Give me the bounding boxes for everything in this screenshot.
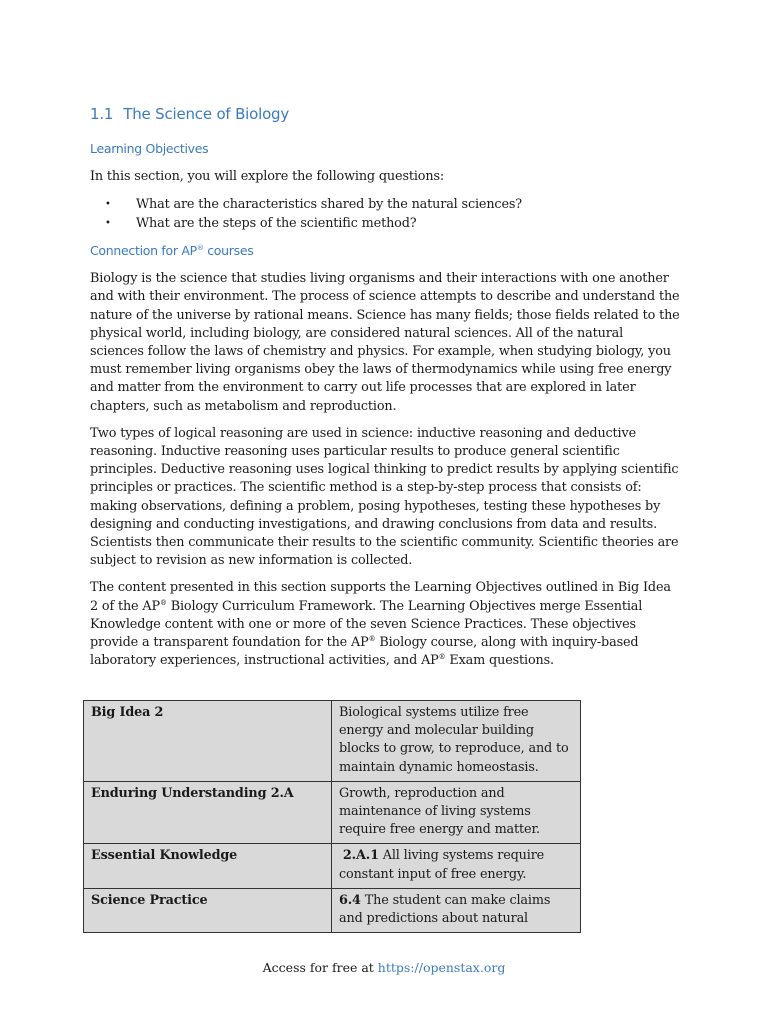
row-text: All living systems require constant input of free energy.: [339, 848, 545, 882]
ap-objectives-table: [83, 700, 581, 933]
section-title-text: The Science of Biology: [123, 105, 290, 123]
footer-text: Access for free at: [262, 960, 378, 975]
table-row: [84, 781, 581, 844]
page-footer: [0, 960, 768, 975]
row-content: [332, 888, 581, 932]
list-item: • What are the characteristics shared by the natural sciences?: [90, 195, 680, 214]
connection-heading-text: Connection for AP: [90, 243, 197, 259]
row-label: Big Idea 2: [84, 701, 332, 782]
row-code: 6.4: [339, 892, 361, 908]
registered-mark: ®: [159, 598, 167, 607]
row-label: Science Practice: [84, 888, 332, 932]
p3-part-a: The content presented in this section supports the Learning Objectives outlined in Big Idea 2 of the AP: [90, 580, 671, 614]
row-text: Biological systems utilize free energy and molecular building blocks to grow, to reproduce, and to maintain dynamic homeostasis.: [339, 705, 569, 775]
row-content: [332, 701, 581, 782]
objectives-list: [90, 195, 680, 233]
paragraph-ap-framework: [90, 579, 680, 670]
openstax-link[interactable]: https://openstax.org: [377, 960, 506, 975]
p3-part-b: Biology Curriculum Framework. The Learning Objectives merge Essential Knowledge content with one or more of the seven Science Practices. These objectives provide a transparent foundation for the AP: [90, 598, 643, 651]
connection-ap-heading: [90, 243, 680, 258]
section-title: [90, 105, 680, 123]
table-row: [84, 844, 581, 888]
row-code: 2.A.1: [342, 848, 379, 864]
registered-mark: ®: [368, 635, 376, 644]
row-text: Growth, reproduction and maintenance of living systems require free energy and matter.: [339, 785, 540, 838]
registered-mark: ®: [438, 653, 446, 662]
table-row: [84, 701, 581, 782]
section-number: 1.1: [90, 105, 114, 123]
registered-mark: ®: [196, 244, 204, 253]
paragraph-logical-reasoning: Two types of logical reasoning are used in science: inductive reasoning and deductive reasoning. Inductive reasoning uses particular results to produce general scientific principles. Deductive reasoning uses logical thinking to predict results by applying scientific principles or practices. The scientific method is a step-by-step process that consists of: making observations, defining a problem, posing hypotheses, testing these hypotheses by designing and conducting investigations, and drawing conclusions from data and results. Scientists then communicate their results to the scientific community. Scientific theories are subject to revision as new information is collected.: [90, 425, 679, 569]
p3-part-d: Exam questions.: [445, 653, 554, 669]
paragraph-biology-definition: Biology is the science that studies living organisms and their interactions with one another and with their environment. The process of science attempts to describe and understand the nature of the universe by rational means. Science has many fields; those fields related to the physical world, including biology, are considered natural sciences. All of the natural sciences follow the laws of chemistry and physics. For example, when studying biology, you must remember living organisms obey the laws of thermodynamics while using free energy and matter from the environment to carry out life processes that are explored in later chapters, such as metabolism and reproduction.: [90, 271, 680, 414]
p3-part-c: Biology course, along with inquiry-based laboratory experiences, instructional activities, and AP: [90, 635, 639, 669]
row-label: Enduring Understanding 2.A: [84, 781, 332, 844]
main-content: [90, 105, 680, 679]
row-content: [332, 844, 581, 888]
connection-heading-suffix: courses: [203, 243, 254, 259]
learning-objectives-heading: Learning Objectives: [90, 141, 209, 156]
row-text: The student can make claims and predictions about natural: [339, 892, 551, 927]
objectives-intro: In this section, you will explore the following questions:: [90, 169, 445, 184]
list-item: • What are the steps of the scientific method?: [90, 214, 680, 233]
table-row: [84, 888, 581, 932]
row-label: Essential Knowledge: [84, 844, 332, 888]
row-content: [332, 781, 581, 844]
